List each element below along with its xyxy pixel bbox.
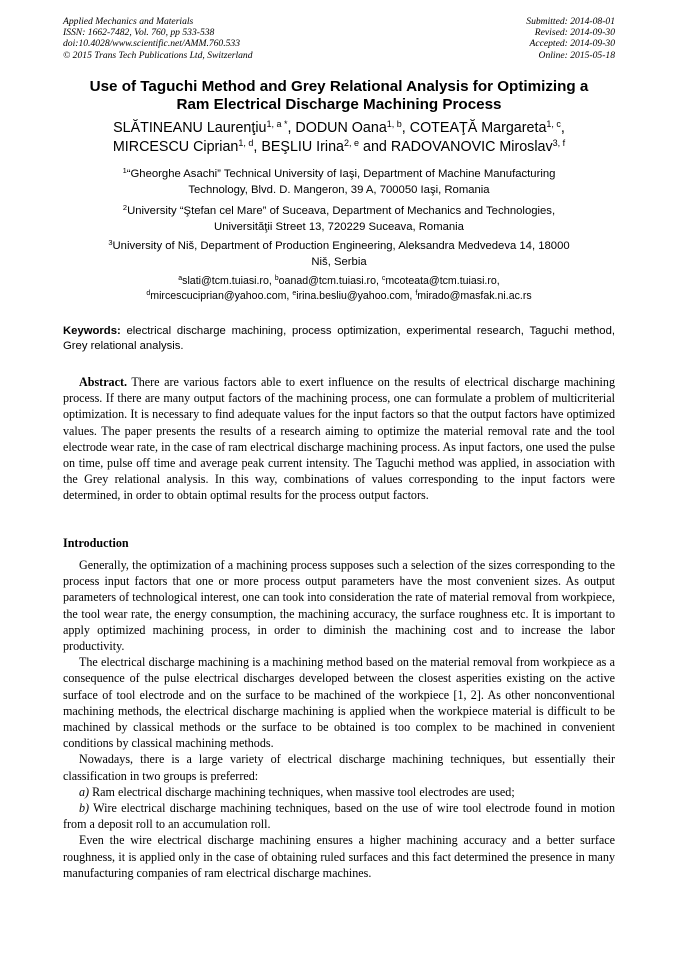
affiliation-1 (80, 166, 598, 198)
online-date: Online: 2015-05-18 (538, 49, 615, 61)
affiliation-line: Niš, Serbia (311, 256, 367, 268)
email-link[interactable]: mcoteata@tcm.tuiasi.ro, (385, 275, 500, 287)
author-affil-sup: 3, f (552, 138, 566, 148)
revised-date: Revised: 2014-09-30 (534, 27, 615, 39)
affiliation-text: University “Ştefan cel Mare” of Suceava, Department of Mechanics and Technologies, (127, 205, 556, 217)
author-name: , COTEAŢĂ Margareta (401, 120, 547, 136)
author-affil-sup: 1, c (546, 119, 561, 129)
email-sup: f (415, 290, 418, 297)
author-line-1 (63, 119, 615, 138)
submitted-date: Submitted: 2014-08-01 (526, 16, 615, 27)
author-affil-sup: 1, a * (266, 119, 288, 129)
email-sup: a (178, 275, 183, 282)
affiliation-line (80, 166, 598, 182)
affiliation-line: Technology, Blvd. D. Mangeron, 39 A, 700050 Iaşi, Romania (188, 184, 490, 196)
email-line-1 (63, 274, 615, 289)
list-item-b (63, 800, 615, 832)
paragraph: The electrical discharge machining is a machining method based on the material removal from workpiece as a consequence of the pulse electrical discharges developed between the closest asperities existing on the active surface of tool electrode and on the surface to be machined of the workpiece [1, 2]. As other nonconventional machining methods, the electrical discharge machining is applied when the workpiece material is difficult to be machined by classical methods or the surface to be obtained is too complex to be machined in convenient conditions by classical machining methods. (63, 655, 615, 751)
author-separator: , (560, 120, 565, 136)
affiliation-text: University of Niš, Department of Production Engineering, Aleksandra Medvedeva 14, 18000 (112, 240, 570, 252)
author-line-2 (63, 138, 615, 157)
accepted-date: Accepted: 2014-09-30 (529, 38, 615, 50)
author-affil-sup: 1, b (386, 119, 402, 129)
email-sup: e (292, 290, 297, 297)
title-line-1: Use of Taguchi Method and Grey Relational Analysis for Optimizing a (89, 78, 589, 95)
author-name: , BEŞLIU Irina (253, 139, 344, 155)
affiliation-2 (80, 203, 598, 235)
affiliation-3 (80, 238, 598, 270)
journal-name: Applied Mechanics and Materials (63, 16, 194, 27)
abstract-label: Abstract. (79, 375, 128, 389)
paragraph: Generally, the optimization of a machining process supposes such a selection of the sizes corresponding to the process input factors that one or more process output parameters have the most convenient sizes. As output parameters of technological interest, one can took into consideration the rate of material removal from workpiece, the tool wear rate, the energy consumption, the machining accuracy, the surface roughness etc. It is important to apply optimized machining process, in order to diminish the machining cost and to increase the labor productivity. (63, 558, 615, 654)
email-sup: d (146, 290, 151, 297)
email-link[interactable]: slati@tcm.tuiasi.ro, (182, 275, 275, 287)
affiliation-sup: 2 (122, 203, 128, 212)
abstract-section (63, 374, 615, 504)
keywords-label: Keywords: (63, 325, 121, 337)
email-line-2 (63, 289, 615, 304)
abstract-text: There are various factors able to exert influence on the results of electrical discharge machining process. If there are many output factors of the machining process, one can formulate a problem of multicriterial optimization. It is necessary to find adequate values for the input factors so that the output factors have optimized values. The paper presents the results of a research aiming to optimize the material removal rate and the tool electrode wear rate, in the case of ram electrical discharge machining process. As input factors, one used the pulse on time, pulse off time and average peak current intensity. The Taguchi method was applied, in association with the Grey relational analysis. In this way, combinations of values corresponding to the input factors were determined, in order to obtain optimal results for the process output factors. (63, 375, 615, 503)
paper-title (63, 78, 615, 114)
email-sup: c (381, 275, 386, 282)
affiliation-line (80, 238, 598, 254)
email-sup: b (274, 275, 279, 282)
submission-dates (526, 16, 615, 61)
list-item-a (63, 784, 615, 800)
author-name: SLĂTINEANU Laurenţiu (113, 120, 267, 136)
list-text: Wire electrical discharge machining techniques, based on the use of wire tool electrode found in motion from a deposit roll to an accumulation roll. (63, 801, 615, 832)
email-link[interactable]: mirado@masfak.ni.ac.rs (417, 290, 532, 302)
author-affil-sup: 2, e (344, 138, 360, 148)
abstract-paragraph (63, 374, 615, 504)
section-heading-introduction: Introduction (63, 536, 129, 550)
author-list (63, 119, 615, 157)
keywords-section (63, 324, 615, 354)
copyright-line: © 2015 Trans Tech Publications Ltd, Switzerland (63, 49, 253, 61)
affiliation-sup: 3 (108, 238, 113, 247)
issn-line: ISSN: 1662-7482, Vol. 760, pp 533-538 (63, 27, 215, 39)
email-link[interactable]: oanad@tcm.tuiasi.ro, (278, 275, 382, 287)
paragraph: Even the wire electrical discharge machining ensures a higher machining accuracy and a better surface roughness, it is applied only in the case of obtaining ruled surfaces and this fact determined the presence in many manufacturing companies of ram electrical discharge machines. (63, 833, 615, 880)
keywords-text: electrical discharge machining, process optimization, experimental research, Taguchi method, Grey relational analysis. (63, 325, 615, 352)
affiliation-line (80, 203, 598, 219)
author-affil-sup: 1, d (238, 138, 254, 148)
journal-info (63, 16, 253, 61)
email-link[interactable]: irina.besliu@yahoo.com, (296, 290, 416, 302)
paragraph: Nowadays, there is a large variety of electrical discharge machining techniques, but essentially their classification in two groups is preferred: (63, 752, 615, 783)
title-line-2: Ram Electrical Discharge Machining Process (176, 96, 502, 113)
affiliation-line: Universităţii Street 13, 720229 Suceava, Romania (214, 221, 464, 233)
list-label: a) (79, 784, 90, 799)
email-link[interactable]: mircescuciprian@yahoo.com, (150, 290, 293, 302)
author-name: MIRCESCU Ciprian (112, 139, 239, 155)
author-name: and RADOVANOVIC Miroslav (359, 139, 553, 155)
list-label: b) (79, 801, 90, 816)
introduction-body (63, 557, 615, 881)
author-name: , DODUN Oana (287, 120, 387, 136)
author-emails (63, 274, 615, 304)
doi-line: doi:10.4028/www.scientific.net/AMM.760.533 (63, 38, 241, 50)
affiliation-sup: 1 (122, 166, 127, 175)
affiliation-text: “Gheorghe Asachi” Technical University of Iaşi, Department of Machine Manufacturing (126, 168, 556, 180)
list-text: Ram electrical discharge machining techniques, when massive tool electrodes are used; (89, 784, 515, 799)
